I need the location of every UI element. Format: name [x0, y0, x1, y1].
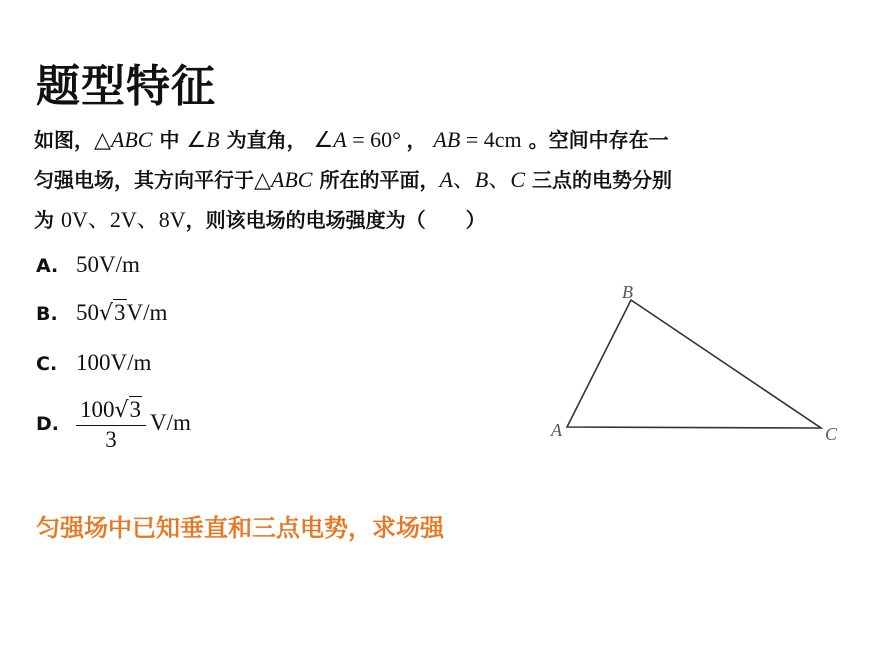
problem-text: 为	[34, 208, 61, 232]
separator: 、	[452, 167, 475, 192]
problem-text: ，	[406, 128, 434, 152]
option-a-label: A.	[36, 255, 59, 277]
triangle-symbol: △	[254, 167, 271, 192]
page-title: 题型特征	[36, 61, 216, 112]
fraction: $\frac{100√3}{3}$	[76, 396, 146, 454]
vertex-label-b: B	[622, 282, 633, 302]
angle-symbol: ∠	[313, 127, 334, 152]
tip-text: 匀强场中已知垂直和三点电势，求场强	[36, 514, 444, 542]
option-c-label: C.	[36, 353, 58, 375]
problem-statement	[34, 120, 864, 240]
option-a-value: 50V/m	[76, 252, 140, 277]
math-length: = 4cm	[460, 127, 522, 152]
option-d-label: D.	[36, 413, 59, 436]
option-d[interactable]	[36, 396, 191, 454]
problem-text: 。空间中存在一	[521, 128, 669, 152]
problem-text: 中	[152, 128, 187, 152]
math-c: C	[510, 167, 526, 192]
problem-text: 三点的电势分别	[525, 168, 673, 192]
separator: 、	[488, 167, 511, 192]
math-b: B	[206, 127, 220, 152]
math-a: A	[439, 167, 453, 192]
math-potentials: 0V、2V、8V	[60, 207, 186, 232]
math-b: B	[474, 167, 489, 192]
option-b-value: 50√3V/m	[76, 300, 168, 326]
problem-text: ，则该电场的电场强度为（ ）	[185, 208, 486, 232]
problem-text: 所在的平面，	[312, 168, 440, 192]
option-b[interactable]	[36, 300, 167, 326]
math-angle-value: = 60°	[346, 127, 407, 152]
math-a: A	[333, 127, 347, 152]
problem-text: 匀强电场，其方向平行于	[34, 168, 254, 192]
math-abc: ABC	[110, 127, 153, 152]
triangle-symbol: △	[94, 127, 111, 152]
vertex-label-a: A	[551, 420, 562, 440]
math-abc: ABC	[270, 167, 313, 192]
option-b-label: B.	[36, 303, 58, 325]
triangle-shape	[567, 300, 821, 428]
vertex-label-c: C	[825, 424, 838, 444]
option-c[interactable]	[36, 350, 151, 376]
triangle-figure	[545, 278, 845, 448]
problem-text: 如图，	[34, 128, 94, 152]
angle-symbol: ∠	[186, 127, 207, 152]
option-a[interactable]	[36, 252, 140, 278]
option-c-value: 100V/m	[76, 350, 152, 375]
math-ab: AB	[433, 127, 461, 152]
problem-text: 为直角，	[219, 128, 314, 152]
option-d-value: $\frac{100√3}{3}$ V/m	[76, 410, 191, 435]
